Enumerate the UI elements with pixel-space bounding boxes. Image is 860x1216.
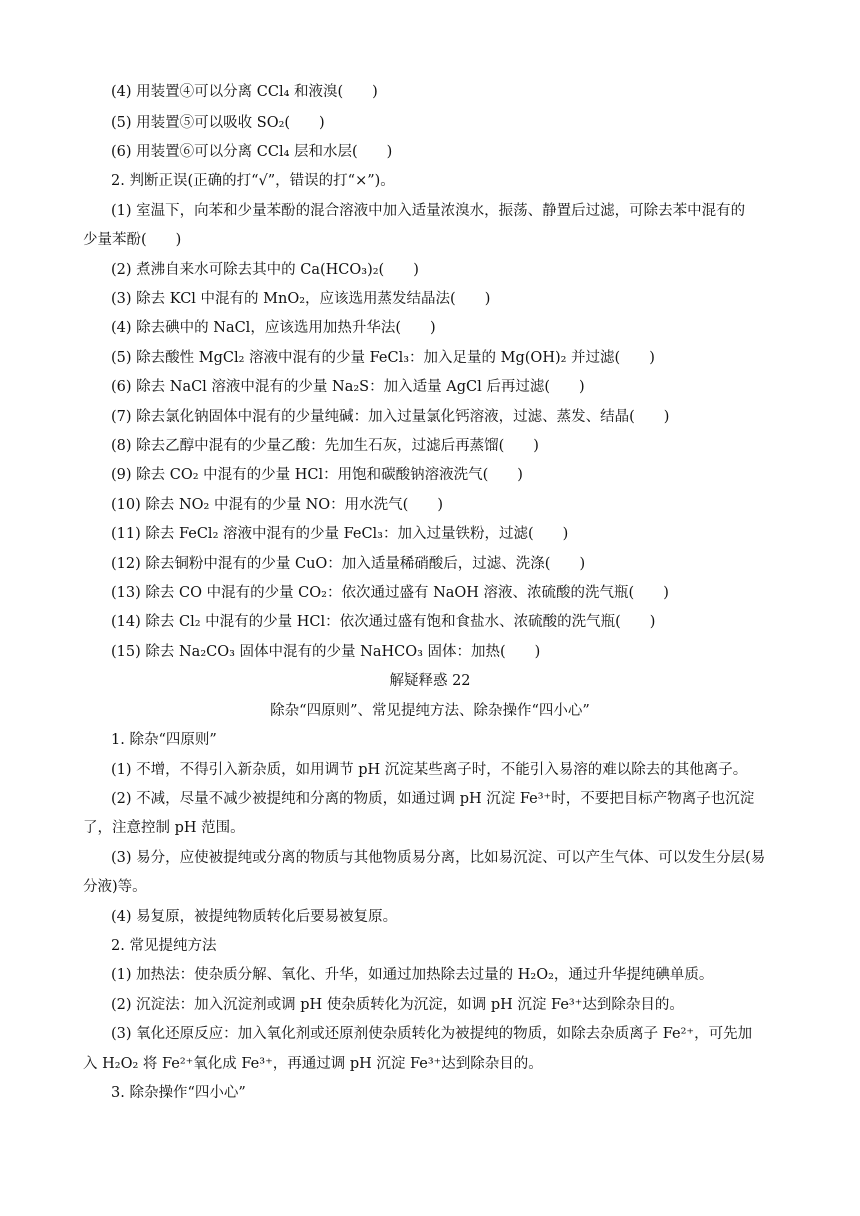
part1-item-1: (1) 不增，不得引入新杂质，如用调节 pH 沉淀某些离子时，不能引入易溶的难以除去的其他离子。: [111, 762, 748, 778]
judge-item-3: (3) 除去 KCl 中混有的 MnO₂，应该选用蒸发结晶法( ): [111, 291, 491, 307]
judge-item-9: (9) 除去 CO₂ 中混有的少量 HCl：用饱和碳酸钠溶液洗气( ): [111, 467, 523, 483]
judge-item-1: (1) 室温下，向苯和少量苯酚的混合溶液中加入适量浓溴水，振荡、静置后过滤，可除去苯中混有的: [111, 203, 746, 219]
part1-item-3-cont: 分液)等。: [83, 879, 147, 895]
part2-item-3: (3) 氧化还原反应：加入氧化剂或还原剂使杂质转化为被提纯的物质，如除去杂质离子 Fe²⁺，可先加: [111, 1026, 753, 1042]
judge-item-2: (2) 煮沸自来水可除去其中的 Ca(HCO₃)₂( ): [111, 262, 419, 278]
part1-item-3: (3) 易分，应使被提纯或分离的物质与其他物质易分离，比如易沉淀、可以产生气体、可以发生分层(易: [111, 850, 766, 866]
part2-item-1: (1) 加热法：使杂质分解、氧化、升华，如通过加热除去过量的 H₂O₂，通过升华提纯碘单质。: [111, 967, 714, 983]
judge-item-14: (14) 除去 Cl₂ 中混有的少量 HCl：依次通过盛有饱和食盐水、浓硫酸的洗气瓶( ): [111, 614, 656, 630]
part2-item-2: (2) 沉淀法：加入沉淀剂或调 pH 使杂质转化为沉淀，如调 pH 沉淀 Fe³⁺达到除杂目的。: [111, 997, 684, 1013]
question-item-6: (6) 用装置⑥可以分离 CCl₄ 层和水层( ): [111, 144, 393, 160]
section-subheading: 除杂“四原则”、常见提纯方法、除杂操作“四小心”: [270, 703, 590, 719]
judge-item-10: (10) 除去 NO₂ 中混有的少量 NO：用水洗气( ): [111, 497, 443, 513]
judge-item-4: (4) 除去碘中的 NaCl，应该选用加热升华法( ): [111, 320, 436, 336]
part3-title: 3. 除杂操作“四小心”: [111, 1085, 246, 1101]
judge-item-15: (15) 除去 Na₂CO₃ 固体中混有的少量 NaHCO₃ 固体：加热( ): [111, 644, 541, 660]
judge-item-1-cont: 少量苯酚( ): [83, 232, 182, 248]
question-item-4: (4) 用装置④可以分离 CCl₄ 和液溴( ): [111, 84, 378, 100]
part1-item-4: (4) 易复原，被提纯物质转化后要易被复原。: [111, 909, 398, 925]
part1-title: 1. 除杂“四原则”: [111, 732, 217, 748]
part2-item-3-cont: 入 H₂O₂ 将 Fe²⁺氧化成 Fe³⁺，再通过调 pH 沉淀 Fe³⁺达到除杂目的。: [83, 1056, 543, 1072]
section-title-judge: 2. 判断正误(正确的打“√”，错误的打“×”)。: [111, 173, 395, 189]
part2-title: 2. 常见提纯方法: [111, 938, 217, 954]
judge-item-11: (11) 除去 FeCl₂ 溶液中混有的少量 FeCl₃：加入过量铁粉，过滤( ): [111, 526, 569, 542]
part1-item-2-cont: 了，注意控制 pH 范围。: [83, 820, 245, 836]
question-item-5: (5) 用装置⑤可以吸收 SO₂( ): [111, 115, 325, 131]
part1-item-2: (2) 不减，尽量不减少被提纯和分离的物质，如通过调 pH 沉淀 Fe³⁺时，不要把目标产物离子也沉淀: [111, 791, 755, 807]
judge-item-12: (12) 除去铜粉中混有的少量 CuO：加入适量稀硝酸后，过滤、洗涤( ): [111, 556, 586, 572]
section-heading: 解疑释惑 22: [389, 673, 471, 689]
judge-item-5: (5) 除去酸性 MgCl₂ 溶液中混有的少量 FeCl₃：加入足量的 Mg(OH)₂ 并过滤( ): [111, 350, 655, 366]
judge-item-13: (13) 除去 CO 中混有的少量 CO₂：依次通过盛有 NaOH 溶液、浓硫酸的洗气瓶( ): [111, 585, 669, 601]
judge-item-7: (7) 除去氯化钠固体中混有的少量纯碱：加入过量氯化钙溶液，过滤、蒸发、结晶( ): [111, 409, 670, 425]
judge-item-8: (8) 除去乙醇中混有的少量乙酸：先加生石灰，过滤后再蒸馏( ): [111, 438, 539, 454]
judge-item-6: (6) 除去 NaCl 溶液中混有的少量 Na₂S：加入适量 AgCl 后再过滤( ): [111, 379, 585, 395]
